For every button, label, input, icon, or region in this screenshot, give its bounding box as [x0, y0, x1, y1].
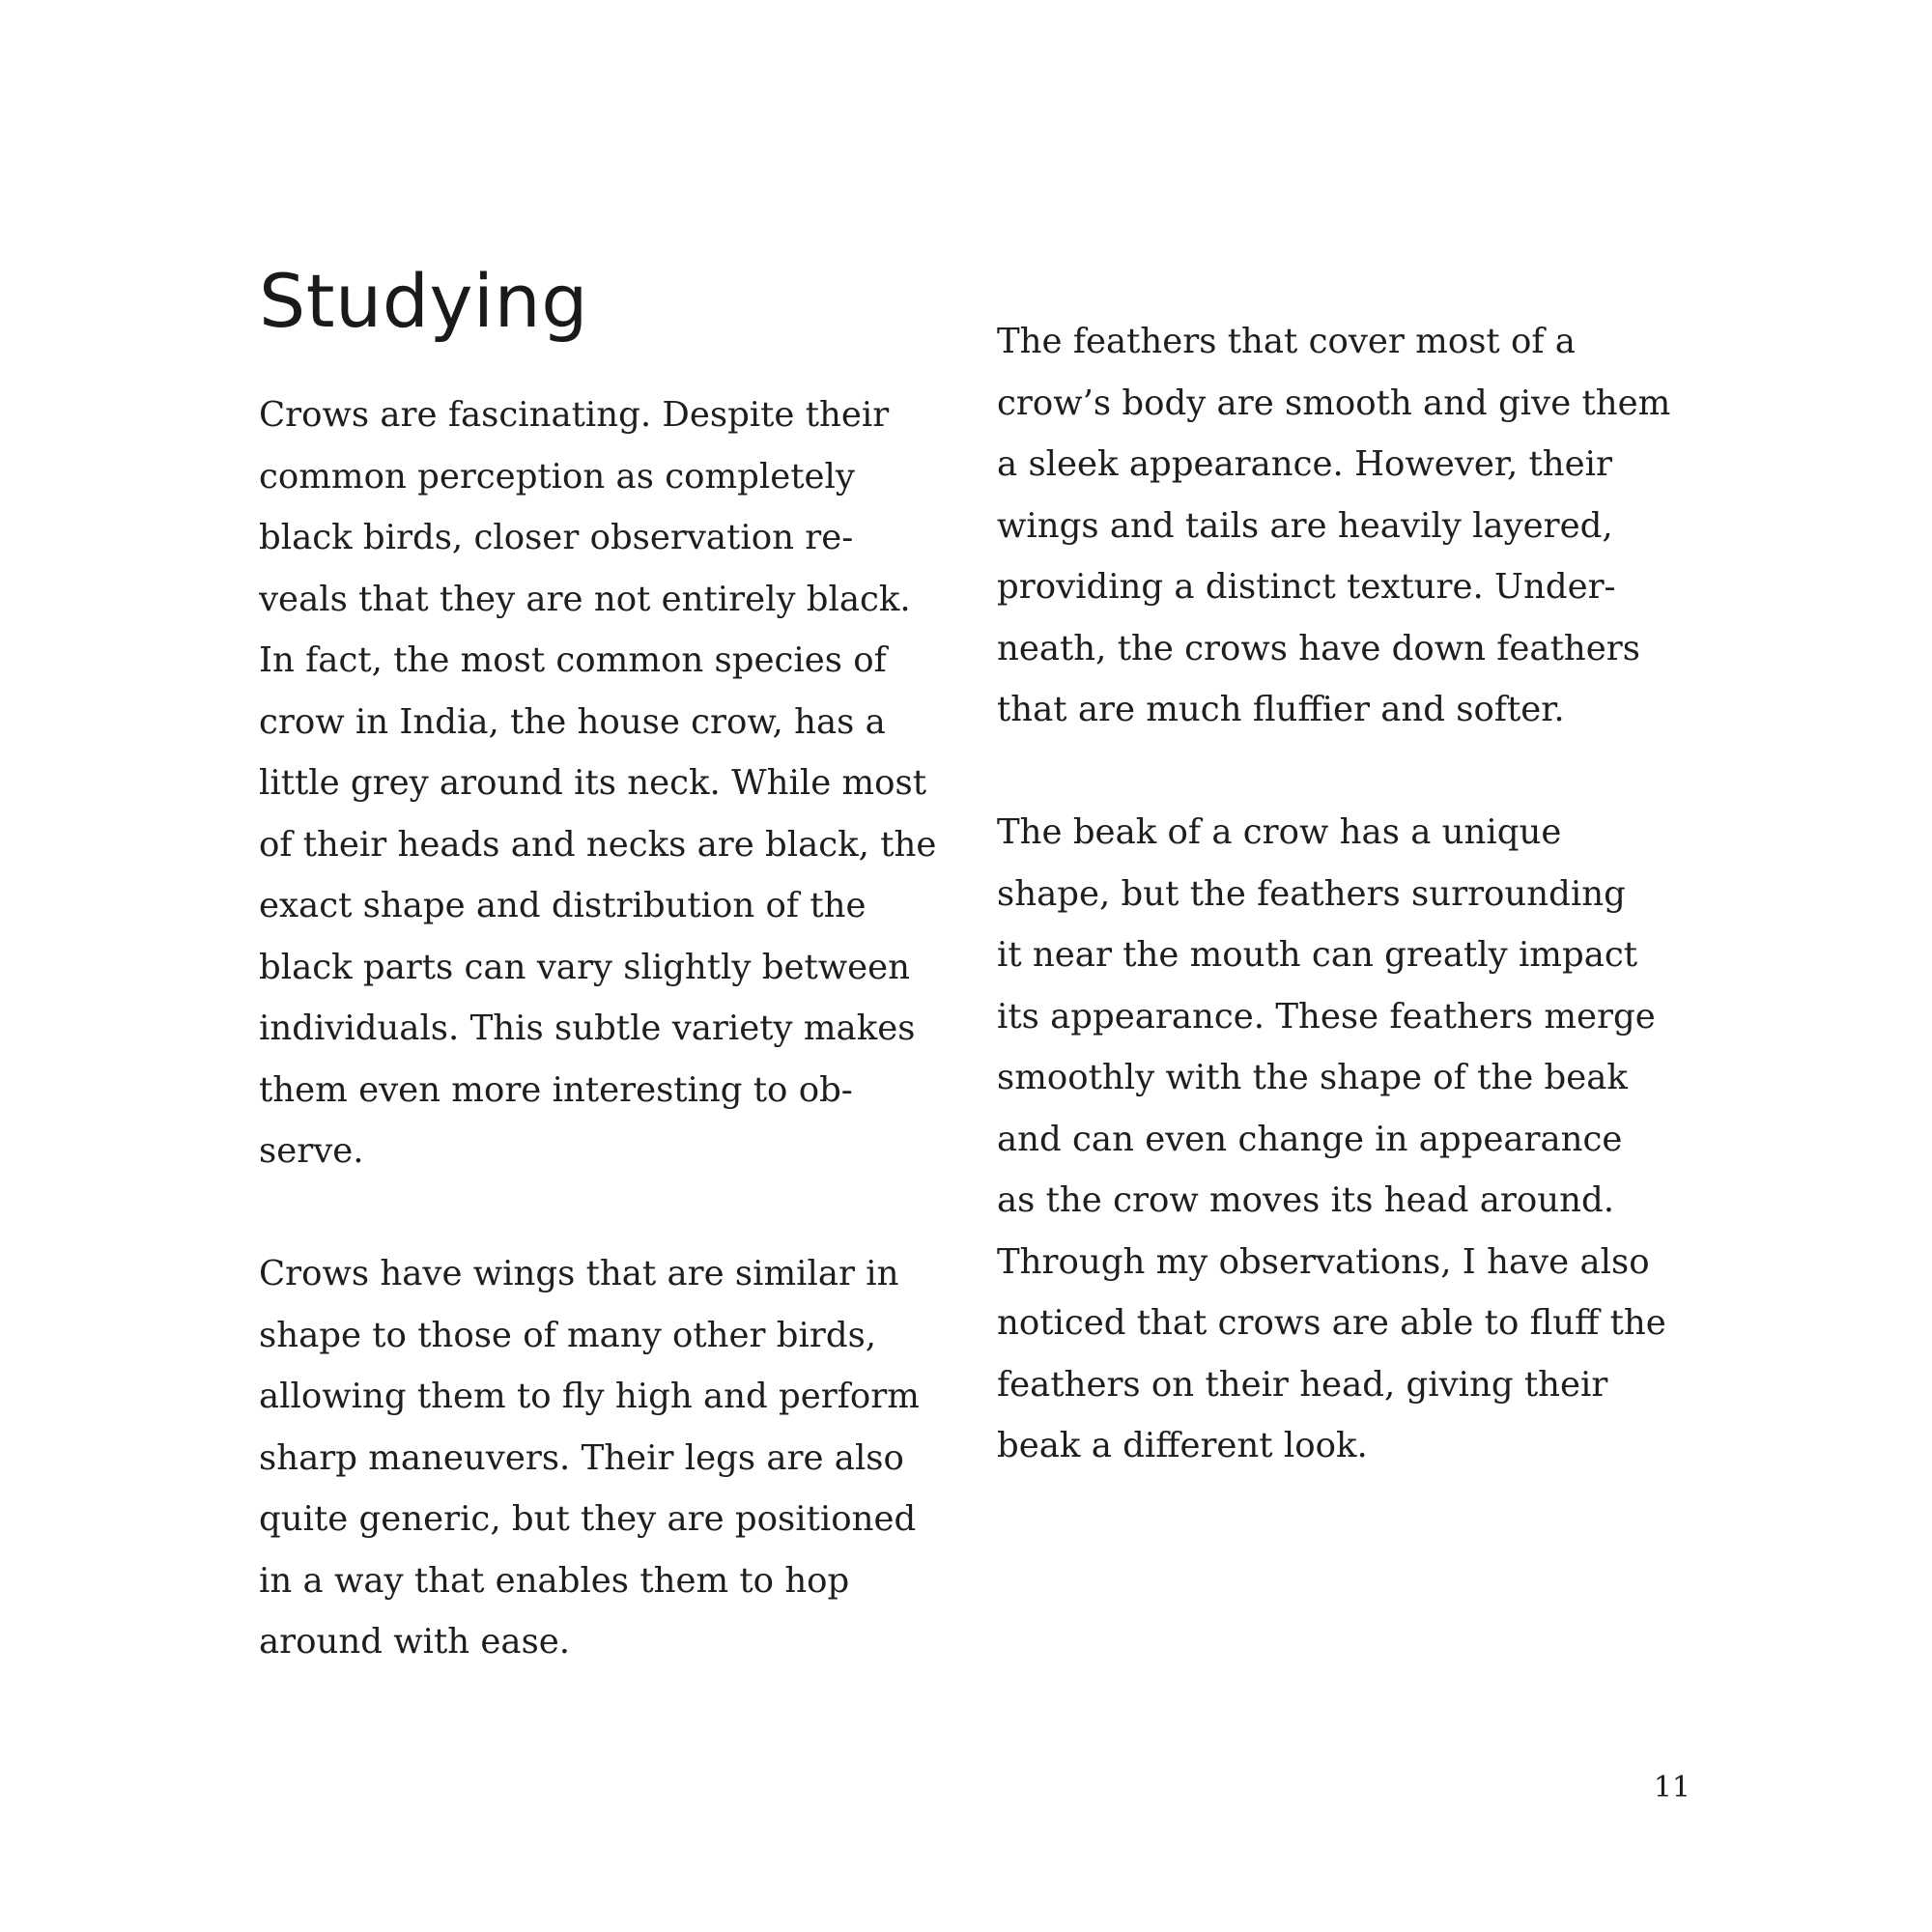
- text-line: quite generic, but they are positioned: [259, 1499, 917, 1539]
- text-line: Crows have wings that are similar in: [259, 1254, 899, 1293]
- text-line: crow’s body are smooth and give them: [997, 383, 1671, 423]
- text-line: as the crow moves its head around.: [997, 1180, 1614, 1220]
- text-line: exact shape and distribution of the: [259, 886, 867, 925]
- text-line: individuals. This subtle variety makes: [259, 1009, 916, 1048]
- text-line: a sleek appearance. However, their: [997, 444, 1612, 484]
- text-line: veals that they are not entirely black.: [259, 579, 911, 619]
- text-line: black parts can vary slightly between: [259, 947, 911, 987]
- text-line: and can even change in appearance: [997, 1119, 1623, 1159]
- text-line: common perception as completely: [259, 456, 855, 497]
- text-line: black birds, closer observation re-: [259, 518, 854, 557]
- paragraph-crow-coloring: [259, 384, 964, 1182]
- text-line: shape, but the feathers surrounding: [997, 873, 1626, 914]
- text-line: noticed that crows are able to fluff the: [997, 1303, 1666, 1343]
- text-line: allowing them to fly high and perform: [259, 1377, 920, 1416]
- paragraph-crow-wings-legs: [259, 1243, 964, 1673]
- text-line: serve.: [259, 1131, 364, 1171]
- text-line: around with ease.: [259, 1622, 571, 1662]
- text-line: that are much fluffier and softer.: [997, 690, 1565, 729]
- text-line: shape to those of many other birds,: [259, 1315, 877, 1355]
- text-line: its appearance. These feathers merge: [997, 996, 1656, 1037]
- text-line: little grey around its neck. While most: [259, 763, 927, 803]
- text-line: sharp maneuvers. Their legs are also: [259, 1437, 904, 1478]
- paragraph-crow-feathers: [997, 311, 1702, 741]
- text-line: of their heads and necks are black, the: [259, 824, 937, 865]
- paragraph-crow-beak: [997, 802, 1702, 1477]
- text-line: In fact, the most common species of: [259, 640, 887, 680]
- text-line: feathers on their head, giving their: [997, 1364, 1608, 1405]
- right-column: [997, 311, 1702, 1538]
- text-line: it near the mouth can greatly impact: [997, 935, 1638, 975]
- page-number: 11: [1653, 1771, 1690, 1804]
- text-line: The beak of a crow has a unique: [997, 812, 1562, 852]
- text-line: crow in India, the house crow, has a: [259, 701, 886, 742]
- text-line: Through my observations, I have also: [997, 1241, 1650, 1282]
- left-column: [259, 384, 964, 1734]
- text-line: wings and tails are heavily layered,: [997, 505, 1613, 546]
- text-line: them even more interesting to ob-: [259, 1069, 853, 1110]
- page-title: Studying: [259, 258, 588, 344]
- text-line: The feathers that cover most of a: [997, 322, 1576, 361]
- text-line: smoothly with the shape of the beak: [997, 1058, 1628, 1097]
- text-line: providing a distinct texture. Under-: [997, 567, 1616, 607]
- text-line: neath, the crows have down feathers: [997, 628, 1640, 668]
- text-line: beak a different look.: [997, 1426, 1368, 1465]
- text-line: in a way that enables them to hop: [259, 1560, 850, 1601]
- text-line: Crows are fascinating. Despite their: [259, 395, 890, 435]
